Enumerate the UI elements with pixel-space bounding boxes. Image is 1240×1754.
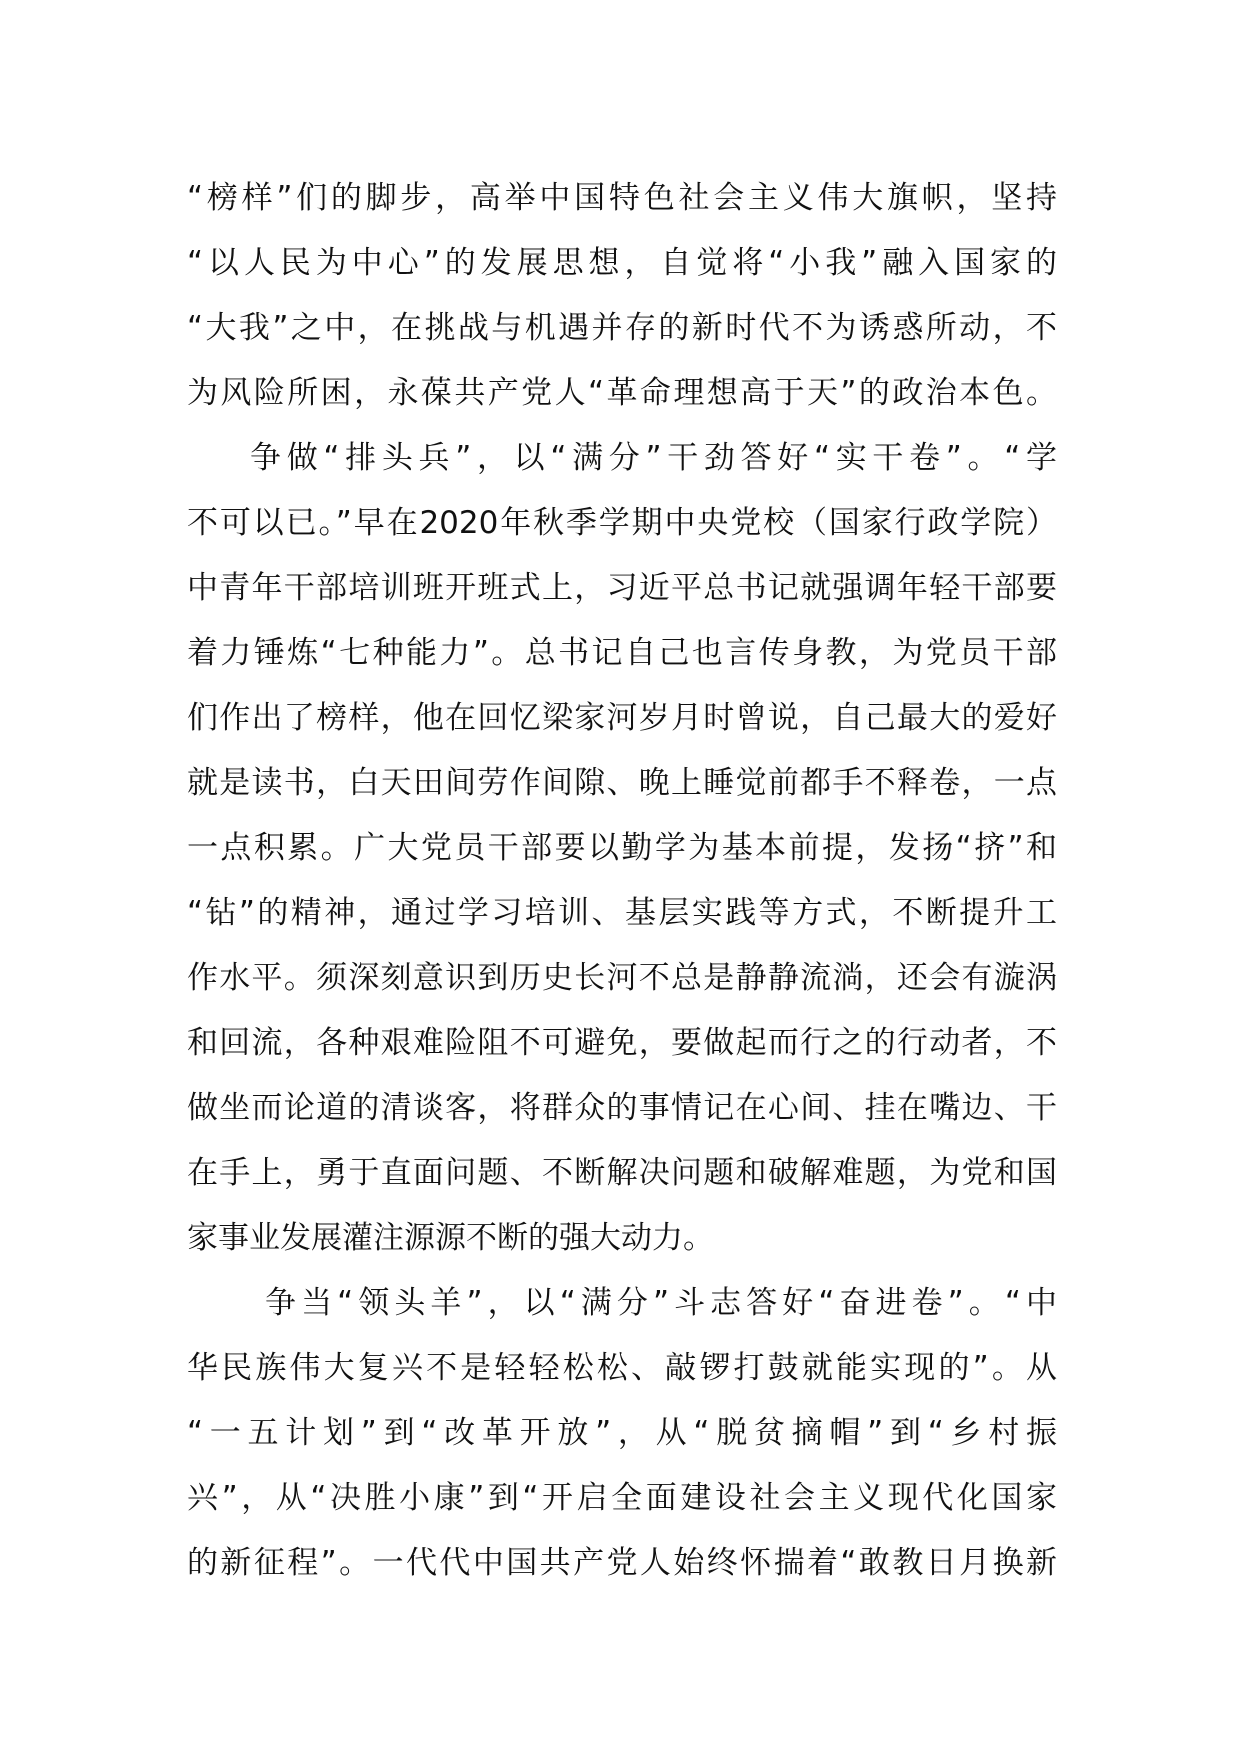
text-line: “钻”的精神，通过学习培训、基层实践等方式，不断提升工 (187, 895, 1057, 931)
text-line: 们作出了榜样，他在回忆梁家河岁月时曾说，自己最大的爱好 (187, 700, 1057, 736)
text-line: “榜样”们的脚步，高举中国特色社会主义伟大旗帜，坚持 (187, 180, 1057, 216)
text-line: “大我”之中，在挑战与机遇并存的新时代不为诱惑所动，不 (187, 310, 1057, 346)
text-line: 作水平。须深刻意识到历史长河不总是静静流淌，还会有漩涡 (187, 960, 1057, 996)
text-line: 和回流，各种艰难险阻不可避免，要做起而行之的行动者，不 (187, 1025, 1057, 1061)
text-line: “一五计划”到“改革开放”，从“脱贫摘帽”到“乡村振 (187, 1415, 1057, 1451)
text-line: 兴”，从“决胜小康”到“开启全面建设社会主义现代化国家 (187, 1480, 1057, 1516)
text-line: “以人民为中心”的发展思想，自觉将“小我”融入国家的 (187, 245, 1057, 281)
body-text (187, 166, 1057, 1596)
text-line: 不可以已。”早在2020年秋季学期中央党校（国家行政学院） (187, 505, 1057, 541)
text-line: 着力锤炼“七种能力”。总书记自己也言传身教，为党员干部 (187, 635, 1057, 671)
text-line: 一点积累。广大党员干部要以勤学为基本前提，发扬“挤”和 (187, 830, 1057, 866)
text-line: 为风险所困，永葆共产党人“革命理想高于天”的政治本色。 (187, 375, 1057, 411)
paragraph-end-line: 家事业发展灌注源源不断的强大动力。 (187, 1220, 714, 1256)
paragraph-start-line: 争当“领头羊”，以“满分”斗志答好“奋进卷”。“中 (265, 1285, 1057, 1321)
text-line: 华民族伟大复兴不是轻轻松松、敲锣打鼓就能实现的”。从 (187, 1350, 1057, 1386)
text-line: 在手上，勇于直面问题、不断解决问题和破解难题，为党和国 (187, 1155, 1057, 1191)
text-line: 做坐而论道的清谈客，将群众的事情记在心间、挂在嘴边、干 (187, 1090, 1057, 1126)
text-line: 的新征程”。一代代中国共产党人始终怀揣着“敢教日月换新 (187, 1545, 1057, 1581)
text-line: 就是读书，白天田间劳作间隙、晚上睡觉前都手不释卷，一点 (187, 765, 1057, 801)
paragraph-start-line: 争做“排头兵”，以“满分”干劲答好“实干卷”。“学 (250, 440, 1057, 476)
text-line: 中青年干部培训班开班式上，习近平总书记就强调年轻干部要 (187, 570, 1057, 606)
